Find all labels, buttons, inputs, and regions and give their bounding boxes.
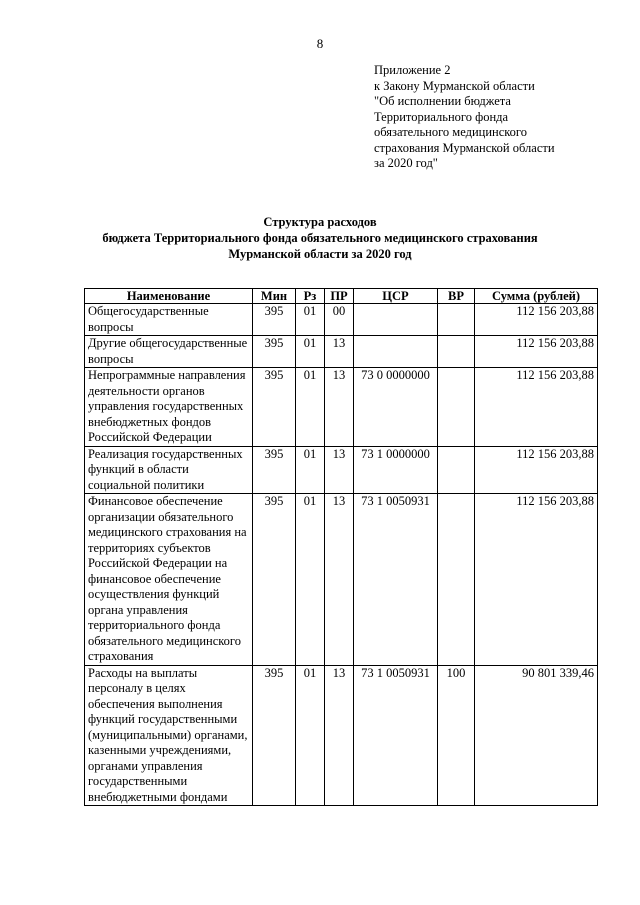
- cell-vr: [438, 336, 475, 368]
- cell-min: 395: [253, 368, 296, 447]
- title-line: бюджета Территориального фонда обязательного медицинского страхования: [102, 231, 538, 245]
- cell-min: 395: [253, 494, 296, 666]
- cell-rz: 01: [296, 494, 325, 666]
- cell-sum: 112 156 203,88: [475, 446, 598, 494]
- cell-name: Другие общегосударственные вопросы: [85, 336, 253, 368]
- header-pr: ПР: [325, 289, 354, 304]
- appendix-line: страхования Мурманской области: [374, 140, 555, 155]
- table-header-row: [85, 289, 598, 304]
- cell-vr: [438, 446, 475, 494]
- header-min: Мин: [253, 289, 296, 304]
- cell-rz: 01: [296, 665, 325, 806]
- document-title: [0, 214, 640, 262]
- cell-rz: 01: [296, 336, 325, 368]
- cell-vr: [438, 304, 475, 336]
- header-name: Наименование: [85, 289, 253, 304]
- cell-vr: 100: [438, 665, 475, 806]
- header-sum: Сумма (рублей): [475, 289, 598, 304]
- cell-csr: 73 1 0000000: [354, 446, 438, 494]
- cell-sum: 112 156 203,88: [475, 494, 598, 666]
- header-csr: ЦСР: [354, 289, 438, 304]
- cell-name: Финансовое обеспечение организации обязательного медицинского страхования на территориях субъектов Российской Федерации на финансовое обеспечение осуществления функций органа управления территориального фонда обязательного медицинского страхования: [85, 494, 253, 666]
- cell-name: Непрограммные направления деятельности органов управления государственных внебюджетных фондов Российской Федерации: [85, 368, 253, 447]
- cell-vr: [438, 494, 475, 666]
- cell-sum: 112 156 203,88: [475, 304, 598, 336]
- table-row: [85, 336, 598, 368]
- cell-pr: 13: [325, 446, 354, 494]
- cell-csr: 73 0 0000000: [354, 368, 438, 447]
- cell-csr: 73 1 0050931: [354, 665, 438, 806]
- cell-name: Общегосударственные вопросы: [85, 304, 253, 336]
- appendix-line: к Закону Мурманской области: [374, 78, 535, 93]
- appendix-line: обязательного медицинского: [374, 125, 528, 139]
- cell-min: 395: [253, 304, 296, 336]
- cell-sum: 112 156 203,88: [475, 336, 598, 368]
- cell-rz: 01: [296, 304, 325, 336]
- header-rz: Рз: [296, 289, 325, 304]
- appendix-line: Территориального фонда: [374, 109, 509, 124]
- cell-pr: 00: [325, 304, 354, 336]
- cell-csr: [354, 304, 438, 336]
- cell-vr: [438, 368, 475, 447]
- table-row: [85, 446, 598, 494]
- title-line: Структура расходов: [263, 215, 377, 229]
- header-vr: ВР: [438, 289, 475, 304]
- expenditure-table: [84, 288, 598, 806]
- appendix-line: Приложение 2: [374, 63, 451, 77]
- cell-csr: 73 1 0050931: [354, 494, 438, 666]
- cell-rz: 01: [296, 446, 325, 494]
- appendix-note: [374, 63, 614, 172]
- cell-pr: 13: [325, 368, 354, 447]
- cell-rz: 01: [296, 368, 325, 447]
- table-row: [85, 304, 598, 336]
- page-number: 8: [316, 36, 324, 51]
- cell-name: Реализация государственных функций в области социальной политики: [85, 446, 253, 494]
- cell-name: Расходы на выплаты персоналу в целях обеспечения выполнения функций государственными (муниципальными) органами, казенными учреждениями, органами управления государственными внебюджетными фондами: [85, 665, 253, 806]
- cell-sum: 112 156 203,88: [475, 368, 598, 447]
- cell-sum: 90 801 339,46: [475, 665, 598, 806]
- cell-pr: 13: [325, 494, 354, 666]
- appendix-line: за 2020 год": [374, 156, 438, 170]
- cell-min: 395: [253, 665, 296, 806]
- title-line: Мурманской области за 2020 год: [228, 247, 412, 261]
- table-row: [85, 368, 598, 447]
- appendix-line: "Об исполнении бюджета: [374, 94, 511, 108]
- cell-pr: 13: [325, 336, 354, 368]
- cell-min: 395: [253, 336, 296, 368]
- cell-csr: [354, 336, 438, 368]
- cell-pr: 13: [325, 665, 354, 806]
- table-row: [85, 665, 598, 806]
- cell-min: 395: [253, 446, 296, 494]
- table-row: [85, 494, 598, 666]
